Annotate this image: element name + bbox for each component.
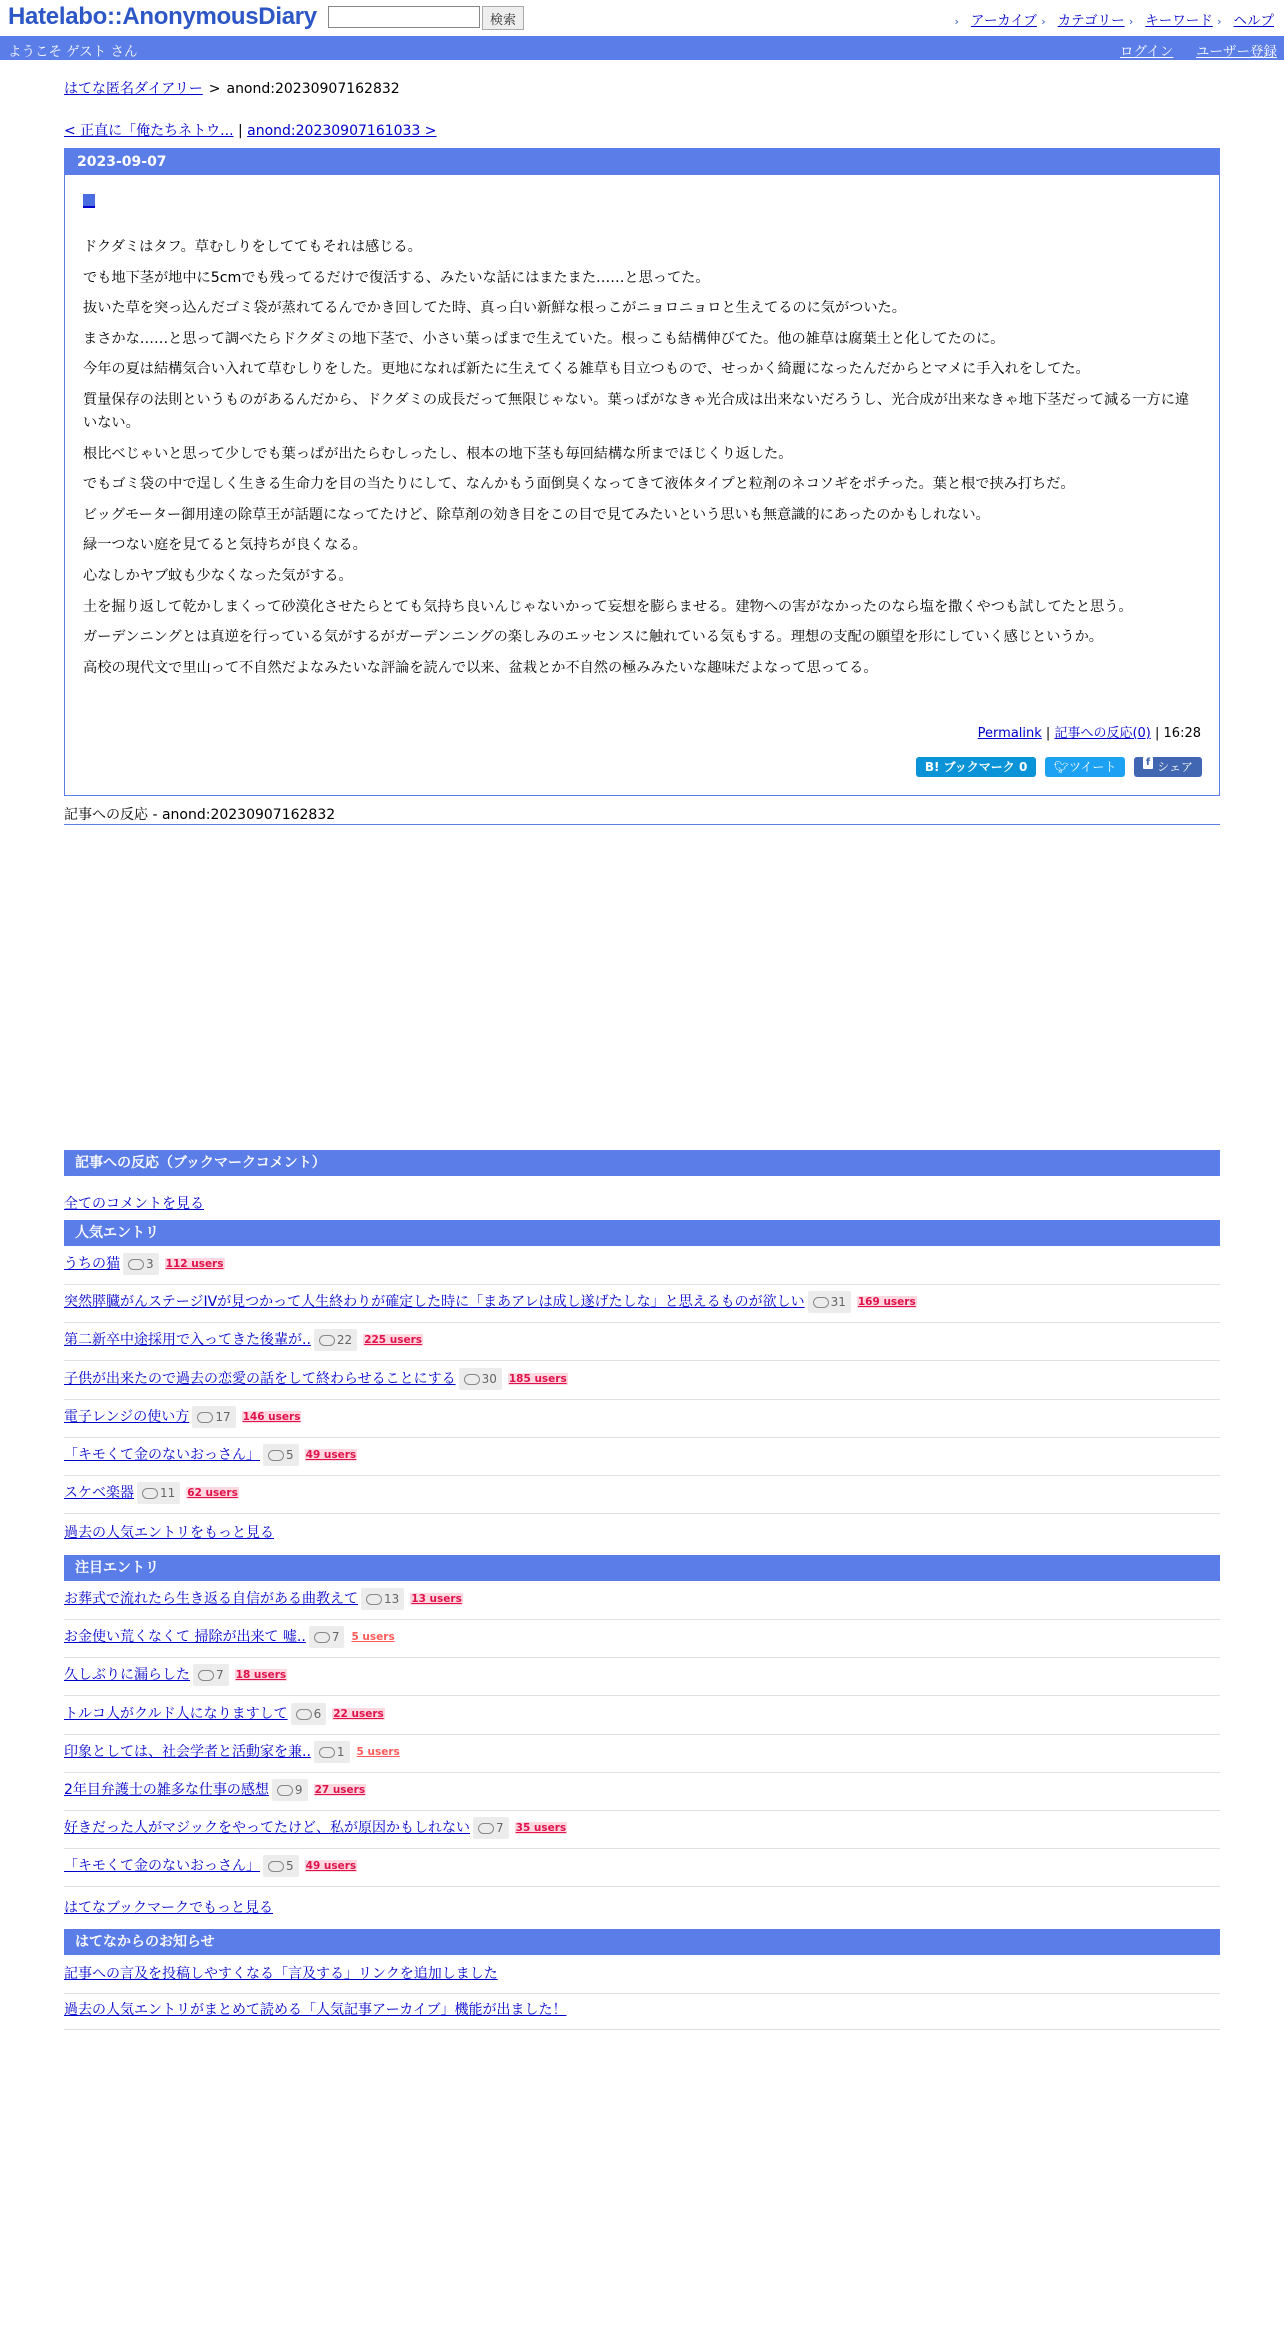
paragraph: 抜いた草を突っ込んだゴミ袋が蒸れてるんでかき回してた時、真っ白い新鮮な根っこがニョロニョロと生えてるのに気がついた。 (83, 300, 906, 317)
all-comments-link[interactable]: 全てのコメントを見る (64, 1196, 204, 1212)
breadcrumb-root-link[interactable]: はてな匿名ダイアリー (64, 81, 203, 97)
notice-link[interactable]: 過去の人気エントリがまとめて読める「人気記事アーカイブ」機能が出ました！ (64, 2002, 567, 2018)
paragraph: まさかな……と思って調べたらドクダミの地下茎で、小さい葉っぱまで生えていた。根っこも結構伸びてた。他の雑草は腐葉土と化してたのに。 (83, 330, 1005, 347)
paragraph: でも地下茎が地中に5cmでも残ってるだけで復活する、みたいな話にはまたまた……と思ってた。 (83, 269, 710, 286)
chevron-right-icon: › (1217, 15, 1222, 28)
entry-row (64, 1285, 1220, 1323)
entry-title-link[interactable]: 2年目弁護士の雑多な仕事の感想 (64, 1782, 269, 1798)
bookmark-users-badge[interactable]: 185 users (508, 1372, 567, 1385)
popular-entries-header: 人気エントリ (64, 1220, 1220, 1246)
comment-count-badge[interactable] (361, 1588, 404, 1610)
signup-link[interactable]: ユーザー登録 (1196, 44, 1277, 60)
comment-count-badge[interactable] (193, 1664, 229, 1686)
comment-bubble-icon (142, 1488, 158, 1499)
comment-bubble-icon (268, 1861, 284, 1872)
hatena-bookmark-button[interactable]: B! ブックマーク 0 (916, 757, 1037, 777)
comment-count: 9 (294, 1783, 303, 1797)
bookmark-users-badge[interactable]: 112 users (165, 1258, 224, 1270)
entry-row (64, 1697, 1220, 1735)
comment-count: 31 (830, 1295, 846, 1310)
comment-bubble-icon (366, 1594, 382, 1605)
entry-title-link[interactable]: お金使い荒くなくて 掃除が出来て 嘘.. (64, 1629, 306, 1646)
entry-line (64, 1855, 357, 1877)
entry-title-link[interactable]: 印象としては、社会学者と活動家を兼.. (64, 1743, 311, 1760)
comment-bubble-icon (464, 1374, 480, 1385)
entry-line (64, 1444, 357, 1466)
comment-count-badge[interactable] (291, 1703, 327, 1725)
paragraph: ガーデンニングとは真逆を行っている気がするがガーデンニングの楽しみのエッセンスに触れている気もする。理想の支配の願望を形にしていく感じというか。 (83, 629, 1103, 646)
comment-count-badge[interactable] (192, 1406, 235, 1428)
paragraph: 質量保存の法則というものがあるんだから、ドクダミの成長だって無限じゃない。葉っぱがなきゃ光合成は出来ないだろうし、光合成が出来なきゃ地下茎だって減る一方に違いない。 (83, 391, 1190, 431)
entry-row (64, 1620, 1220, 1658)
breadcrumb (64, 78, 1220, 100)
comment-count: 7 (216, 1668, 224, 1683)
comment-bubble-icon (319, 1747, 335, 1758)
article-title-link[interactable] (83, 194, 95, 208)
comment-count-badge[interactable] (263, 1855, 299, 1877)
comment-count: 5 (286, 1448, 294, 1462)
entry-title-link[interactable]: 久しぶりに漏らした (64, 1667, 190, 1684)
comment-count-badge[interactable] (314, 1329, 357, 1351)
entry-row (64, 1476, 1220, 1514)
comment-count-badge[interactable] (473, 1817, 509, 1839)
entry-line (64, 1626, 396, 1648)
comment-bubble-icon (197, 1412, 213, 1423)
main-content (64, 78, 1220, 825)
more-bookmarks-link[interactable]: はてなブックマークでもっと見る (64, 1900, 274, 1916)
article-body (83, 236, 1201, 680)
welcome-text: ようこそ ゲスト さん (8, 44, 138, 60)
entry-row (64, 1362, 1220, 1400)
featured-entries-header: 注目エントリ (64, 1555, 1220, 1581)
bookmark-users-badge[interactable]: 146 users (242, 1410, 301, 1423)
paragraph: 高校の現代文で里山って不自然だよなみたいな評論を読んで以来、盆栽とか不自然の極みみたいな趣味だよなって思ってる。 (83, 659, 878, 676)
entry-line (64, 1817, 567, 1839)
bookmark-users-badge[interactable]: 62 users (187, 1487, 238, 1500)
paragraph: 心なしかヤブ蚊も少なくなった気がする。 (83, 567, 353, 584)
comment-count: 3 (146, 1257, 154, 1271)
entry-line (64, 1664, 287, 1686)
pager-divider: | (237, 123, 243, 139)
tweet-button[interactable] (1045, 757, 1126, 777)
nav-archive[interactable]: アーカイブ (970, 13, 1037, 29)
comment-bubble-icon (296, 1709, 312, 1720)
entry-row (64, 1582, 1220, 1620)
top-nav (955, 9, 1275, 29)
entry-line (64, 1406, 301, 1428)
chevron-right-icon: › (1128, 15, 1134, 28)
site-logo[interactable]: Hatelabo::AnonymousDiary (8, 3, 317, 30)
comment-count-badge[interactable] (314, 1741, 350, 1763)
entry-row (64, 1658, 1220, 1696)
more-popular-link[interactable]: 過去の人気エントリをもっと見る (64, 1525, 274, 1541)
entry-title-link[interactable]: 「キモくて金のないおっさん」 (64, 1858, 260, 1875)
article (64, 148, 1220, 796)
entry-row (64, 1811, 1220, 1849)
entry-title-link[interactable]: 子供が出来たので過去の恋愛の話をして終わらせることにする (64, 1370, 456, 1387)
comment-count-badge[interactable] (137, 1482, 180, 1504)
comment-count: 7 (496, 1821, 504, 1836)
permalink[interactable]: Permalink (977, 725, 1042, 741)
entry-line (64, 1741, 401, 1763)
entry-title-link[interactable]: お葬式で流れたら生き返る自信がある曲教えて (64, 1591, 358, 1607)
paragraph: ドクダミはタフ。草むしりをしててもそれは感じる。 (83, 239, 422, 255)
search-button[interactable]: 検索 (482, 6, 524, 30)
comment-count: 22 (336, 1333, 353, 1348)
entry-row (64, 1849, 1220, 1887)
entry-line (64, 1588, 463, 1610)
chevron-right-icon: › (954, 15, 959, 28)
facebook-share-label: シェア (1157, 759, 1193, 774)
notice-item (64, 1959, 1220, 1994)
breadcrumb-current: anond:20230907162832 (226, 81, 400, 97)
notice-link[interactable]: 記事への言及を投稿しやすくなる「言及する」リンクを追加しました (64, 1966, 498, 1982)
comment-bubble-icon (268, 1450, 284, 1461)
entry-line (64, 1779, 366, 1801)
comment-count: 11 (160, 1486, 176, 1501)
notices-header: はてなからのお知らせ (64, 1929, 1220, 1955)
comment-bubble-icon (128, 1259, 144, 1270)
comment-count: 5 (286, 1859, 294, 1874)
tweet-label: ツイート (1069, 759, 1117, 774)
entry-title-link[interactable]: 好きだった人がマジックをやってたけど、私が原因かもしれない (64, 1820, 470, 1837)
comment-count: 17 (215, 1409, 231, 1424)
bookmark-users-badge[interactable]: 5 users (351, 1631, 395, 1644)
comment-count: 7 (331, 1630, 340, 1645)
bookmark-users-badge[interactable]: 18 users (235, 1669, 287, 1682)
comment-count: 6 (313, 1706, 322, 1721)
prev-entry-link[interactable]: < 正直に「俺たちネトウ... (64, 123, 234, 139)
search-input[interactable] (328, 6, 480, 28)
entry-line (64, 1253, 225, 1275)
reaction-heading: 記事への反応 - anond:20230907162832 (64, 804, 1220, 825)
article-footer: Permalink | 記事への反応(0) | 16:28 (977, 725, 1201, 741)
bookmark-users-badge[interactable]: 225 users (364, 1334, 423, 1347)
entry-row (64, 1735, 1220, 1773)
facebook-icon: f (1143, 757, 1153, 769)
pager (64, 120, 1220, 142)
facebook-share-button[interactable] (1134, 757, 1202, 777)
nav-help[interactable]: ヘルプ (1233, 13, 1274, 29)
comment-count: 1 (336, 1744, 345, 1759)
entry-line (64, 1482, 239, 1504)
bookmark-users-badge[interactable]: 27 users (314, 1784, 366, 1796)
comment-count: 13 (384, 1592, 400, 1606)
reactions-link[interactable]: 記事への反応(0) (1054, 725, 1151, 741)
next-entry-link[interactable]: anond:20230907161033 > (247, 123, 437, 139)
comment-count-badge[interactable] (123, 1253, 159, 1275)
comment-bubble-icon (198, 1670, 214, 1681)
nav-keyword[interactable]: キーワード (1145, 13, 1213, 29)
user-bar (0, 36, 1284, 60)
article-date: 2023-09-07 (65, 149, 1219, 175)
bookmark-users-badge[interactable]: 5 users (356, 1745, 400, 1758)
nav-category[interactable]: カテゴリー (1057, 13, 1125, 29)
comment-count-badge[interactable] (263, 1444, 299, 1466)
comment-bubble-icon (478, 1823, 494, 1834)
entry-title-link[interactable]: トルコ人がクルド人になりますして (64, 1705, 288, 1722)
bookmark-users-badge[interactable]: 35 users (515, 1822, 567, 1835)
bookmark-users-badge[interactable]: 49 users (305, 1449, 357, 1461)
comment-bubble-icon (277, 1785, 293, 1796)
comment-count-badge[interactable] (459, 1368, 502, 1390)
entry-line (64, 1291, 917, 1313)
entry-title-link[interactable]: うちの猫 (64, 1256, 120, 1272)
entry-row (64, 1400, 1220, 1438)
entry-line (64, 1703, 385, 1725)
bookmark-comments-header: 記事への反応（ブックマークコメント） (64, 1150, 1220, 1176)
entry-title-link[interactable]: 電子レンジの使い方 (64, 1408, 190, 1425)
entry-title-link[interactable]: 「キモくて金のないおっさん」 (64, 1447, 260, 1463)
top-header (0, 0, 1284, 36)
paragraph: 根比べじゃいと思って少しでも葉っぱが出たらむしったし、根本の地下茎も毎回結構な所までほじくり返した。 (83, 445, 793, 462)
comment-bubble-icon (314, 1632, 330, 1643)
breadcrumb-separator: > (208, 81, 221, 97)
chevron-right-icon: › (1041, 15, 1046, 28)
entry-row (64, 1773, 1220, 1811)
login-link[interactable]: ログイン (1120, 44, 1174, 60)
bookmark-users-badge[interactable]: 22 users (333, 1707, 384, 1720)
entry-line (64, 1368, 568, 1390)
comment-count-badge[interactable] (309, 1626, 345, 1648)
comment-bubble-icon (319, 1335, 335, 1346)
post-time: 16:28 (1163, 725, 1201, 741)
bookmark-users-badge[interactable]: 49 users (305, 1860, 357, 1873)
paragraph: ビッグモーター御用達の除草王が話題になってたけど、除草剤の効き目をこの目で見てみたいという思いも無意識的にあったのかもしれない。 (83, 506, 990, 523)
comment-bubble-icon (813, 1297, 829, 1308)
entry-row (64, 1323, 1220, 1361)
twitter-icon: 🐦︎ (1053, 759, 1070, 774)
comment-count-badge[interactable] (272, 1779, 308, 1801)
entry-title-link[interactable]: 第二新卒中途採用で入ってきた後輩が.. (64, 1332, 311, 1349)
bookmark-users-badge[interactable]: 169 users (857, 1296, 916, 1309)
share-buttons (65, 757, 1202, 777)
comment-count-badge[interactable] (808, 1291, 851, 1313)
entry-row (64, 1438, 1220, 1476)
entry-title-link[interactable]: スケベ楽器 (64, 1485, 134, 1502)
paragraph: 土を掘り返して乾かしまくって砂漠化させたらとても気持ち良いんじゃないかって妄想を膨らませる。建物への害がなかったのなら塩を撒くやつも試してたと思う。 (83, 598, 1133, 615)
paragraph: でもゴミ袋の中で逞しく生きる生命力を目の当たりにして、なんかもう面倒臭くなってきて液体タイプと粒剤のネコソギをポチった。葉と根で挟み打ちだ。 (83, 476, 1075, 493)
entry-title-link[interactable]: 突然膵臓がんステージIVが見つかって人生終わりが確定した時に「まあアレは成し遂げたしな」と思えるものが欲しい (64, 1294, 805, 1311)
comment-count: 30 (481, 1371, 497, 1386)
entry-line (64, 1329, 423, 1351)
notice-item (64, 1995, 1220, 2030)
paragraph: 緑一つない庭を見てると気持ちが良くなる。 (83, 537, 367, 554)
bookmark-users-badge[interactable]: 13 users (411, 1593, 462, 1605)
paragraph: 今年の夏は結構気合い入れて草むしりをした。更地になれば新たに生えてくる雑草も目立つもので、せっかく綺麗になったんだからとマメに手入れをしてた。 (83, 361, 1090, 378)
entry-row (64, 1247, 1220, 1285)
